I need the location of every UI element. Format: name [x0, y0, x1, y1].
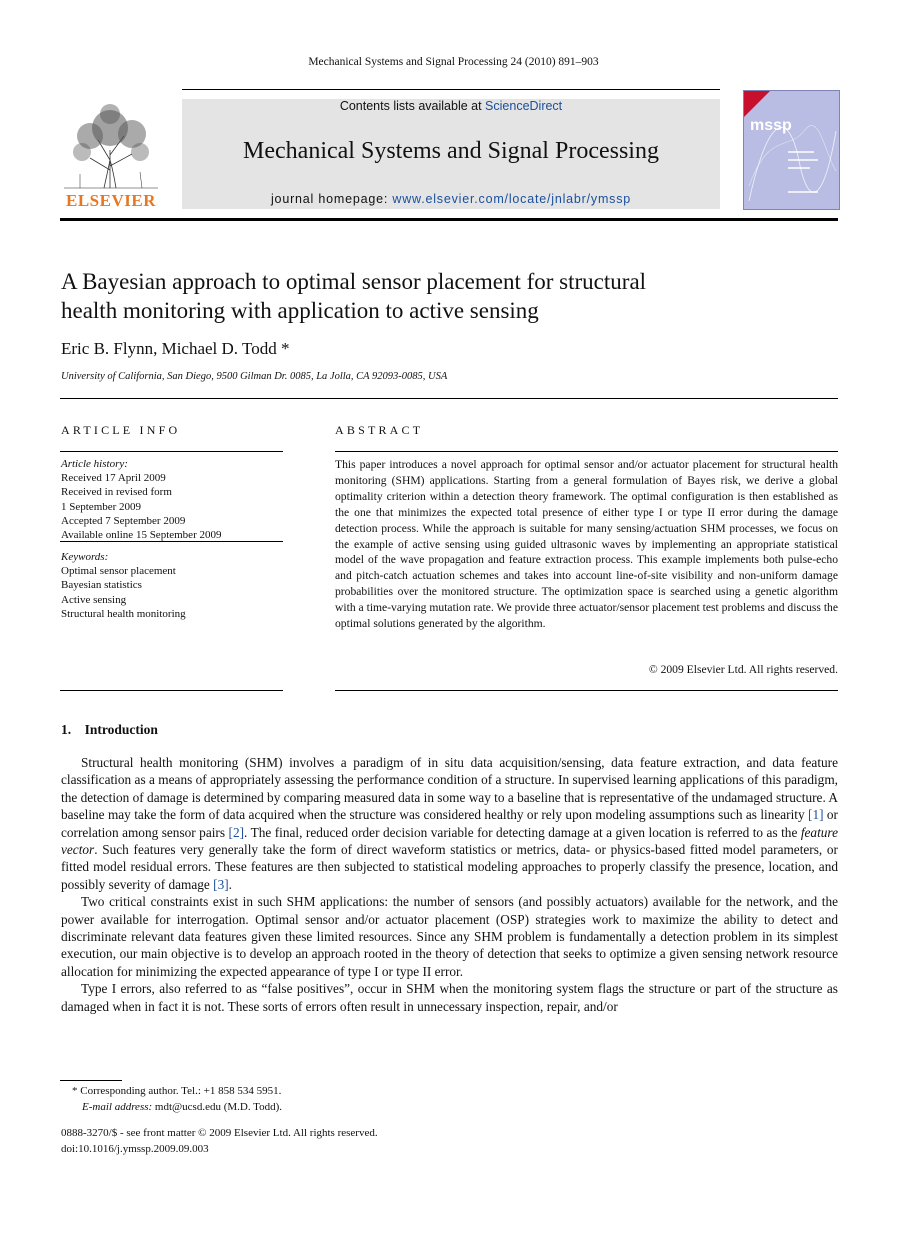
abstract-rule [335, 690, 838, 691]
journal-title: Mechanical Systems and Signal Processing [243, 138, 659, 164]
email-label: E-mail address: [82, 1100, 153, 1113]
keywords-label: Keywords: [61, 551, 109, 563]
footnotes [72, 1084, 282, 1115]
section-heading-introduction: 1. Introduction [61, 722, 158, 737]
corresponding-author-mark[interactable]: * [276, 339, 290, 358]
sciencedirect-link[interactable]: ScienceDirect [485, 99, 563, 113]
text-run: . [228, 876, 232, 892]
title-divider [60, 398, 838, 399]
contents-line [182, 99, 720, 113]
keyword: Active sensing [61, 593, 127, 606]
paragraph: Two critical constraints exist in such SHM applications: the number of sensors (and possibly actuators) available for the network, and the power available for interrogation. Optimal sensor and/or actuator placement (OSP) strategies work to maximize the ability to detect and discriminate relevant data features given these limited resources. Since any SHM problem is fundamentally a detection problem in its simplest execution, our main objective is to develop an approach rooted in the theory of detection that seeks to optimize a given sensing network resource allocation for minimizing the expected appearance of type I or type II error. [61, 894, 838, 979]
email-address[interactable]: mdt@ucsd.edu (M.D. Todd). [152, 1100, 283, 1113]
article-title-line1: A Bayesian approach to optimal sensor placement for structural [61, 269, 647, 294]
email-footnote [72, 1100, 282, 1116]
history-label: Article history: [61, 458, 128, 470]
paragraph: Type I errors, also referred to as “false positives”, occur in SHM when the monitoring system flags the structure or part of the structure as damaged when in fact it is not. These sorts of errors often result in unnecessary inspection, repair, and/or [61, 981, 838, 1014]
history-item: Accepted 7 September 2009 [61, 514, 186, 527]
front-matter [61, 1126, 378, 1157]
article-title-line2: health monitoring with application to active sensing [61, 298, 539, 323]
affiliation: University of California, San Diego, 9500 Gilman Dr. 0085, La Jolla, CA 92093-0085, USA [61, 371, 448, 382]
doi-line[interactable]: doi:10.1016/j.ymssp.2009.09.003 [61, 1142, 209, 1155]
article-info-rule [60, 690, 283, 691]
abstract-heading: ABSTRACT [335, 423, 424, 437]
history-item: Received in revised form [61, 486, 172, 499]
issn-line: 0888-3270/$ - see front matter © 2009 Elsevier Ltd. All rights reserved. [61, 1127, 378, 1139]
cover-title: mssp [750, 117, 792, 134]
abstract-copyright: © 2009 Elsevier Ltd. All rights reserved. [648, 663, 838, 676]
keyword: Structural health monitoring [61, 607, 186, 620]
reference-link[interactable]: [2] [228, 824, 245, 840]
reference-link[interactable]: [3] [213, 876, 229, 892]
article-info-rule [60, 541, 283, 542]
article-title [61, 267, 841, 325]
text-run: or correlation among sensor pairs [61, 807, 838, 840]
text-run: . The final, reduced order decision variable for detecting damage at a given location is referred to as the [244, 824, 801, 840]
homepage-line [182, 192, 720, 206]
text-run: . Such features very generally take the form of direct waveform statistics or metrics, data- or physics-based fitted model parameters, or fitted model residual errors. These features are then subjected to statistical modeling approaches to properly classify the presence, location, and possibly severity of damage [61, 842, 838, 892]
footnote-rule [60, 1080, 122, 1081]
history-item: Received 17 April 2009 [61, 472, 166, 485]
journal-citation: Mechanical Systems and Signal Processing 24 (2010) 891–903 [308, 56, 599, 68]
history-item: Available online 15 September 2009 [61, 529, 222, 542]
elsevier-wordmark: ELSEVIER [66, 191, 156, 210]
text-run: Structural health monitoring (SHM) involves a paradigm of in situ data acquisition/sensing, data feature extraction, and data feature classification as a means of appropriately assessing the performance condition of a structure. In supervised learning applications of this paradigm, the detection of damage is determined by comparing measured data in some way to a baseline that is representative of the undamaged structure. A baseline may take the form of data acquired when the structure was considered healthy or rely upon modeling assumptions such as linearity [61, 755, 838, 823]
authors: Eric B. Flynn, Michael D. Todd [61, 339, 277, 358]
journal-cover-thumbnail [743, 90, 840, 210]
corresponding-author-footnote: * Corresponding author. Tel.: +1 858 534 5951. [72, 1085, 282, 1097]
history-item: 1 September 2009 [61, 500, 142, 513]
paragraph [61, 754, 838, 893]
keyword: Bayesian statistics [61, 579, 142, 592]
header-thick-rule [60, 218, 838, 221]
author-list [61, 339, 289, 359]
term-emphasis: feature vector [61, 824, 838, 858]
abstract-text: This paper introduces a novel approach for optimal sensor and/or actuator placement for structural health monitoring (SHM) applications. Starting from a general formulation of Bayes risk, we derive a global optimality criterion within a detection theory framework. The optimal configuration is then established as the one that minimizes the expected total presence of either type I or type II error during the damage detection process. While the approach is suitable for many sensing/actuation SHM processes, we focus on the example of active sensing using guided ultrasonic waves by implementing an appropriate statistical model of the wave propagation and feature extraction process. This example implements both pulse-echo and pitch-catch actuation schemes and takes into account line-of-site visibility and non-uniform damage probabilities over the monitored structure. The optimization space is searched using a genetic algorithm with a time-varying mutation rate. We provide three actuator/sensor placement test problems and discuss the optimal solutions generated by the algorithm. [335, 458, 838, 631]
abstract-rule [335, 451, 838, 452]
article-history [61, 457, 283, 542]
contents-prefix: Contents lists available at [339, 99, 486, 113]
homepage-link[interactable]: www.elsevier.com/locate/jnlabr/ymssp [392, 192, 632, 206]
homepage-prefix: journal homepage: [270, 192, 393, 206]
reference-link[interactable]: [1] [808, 807, 824, 823]
header-top-rule [182, 89, 720, 90]
keyword: Optimal sensor placement [61, 565, 176, 578]
introduction-body [61, 754, 838, 1015]
keywords [61, 550, 283, 621]
article-info-rule [60, 451, 283, 452]
article-info-heading: ARTICLE INFO [61, 423, 181, 437]
